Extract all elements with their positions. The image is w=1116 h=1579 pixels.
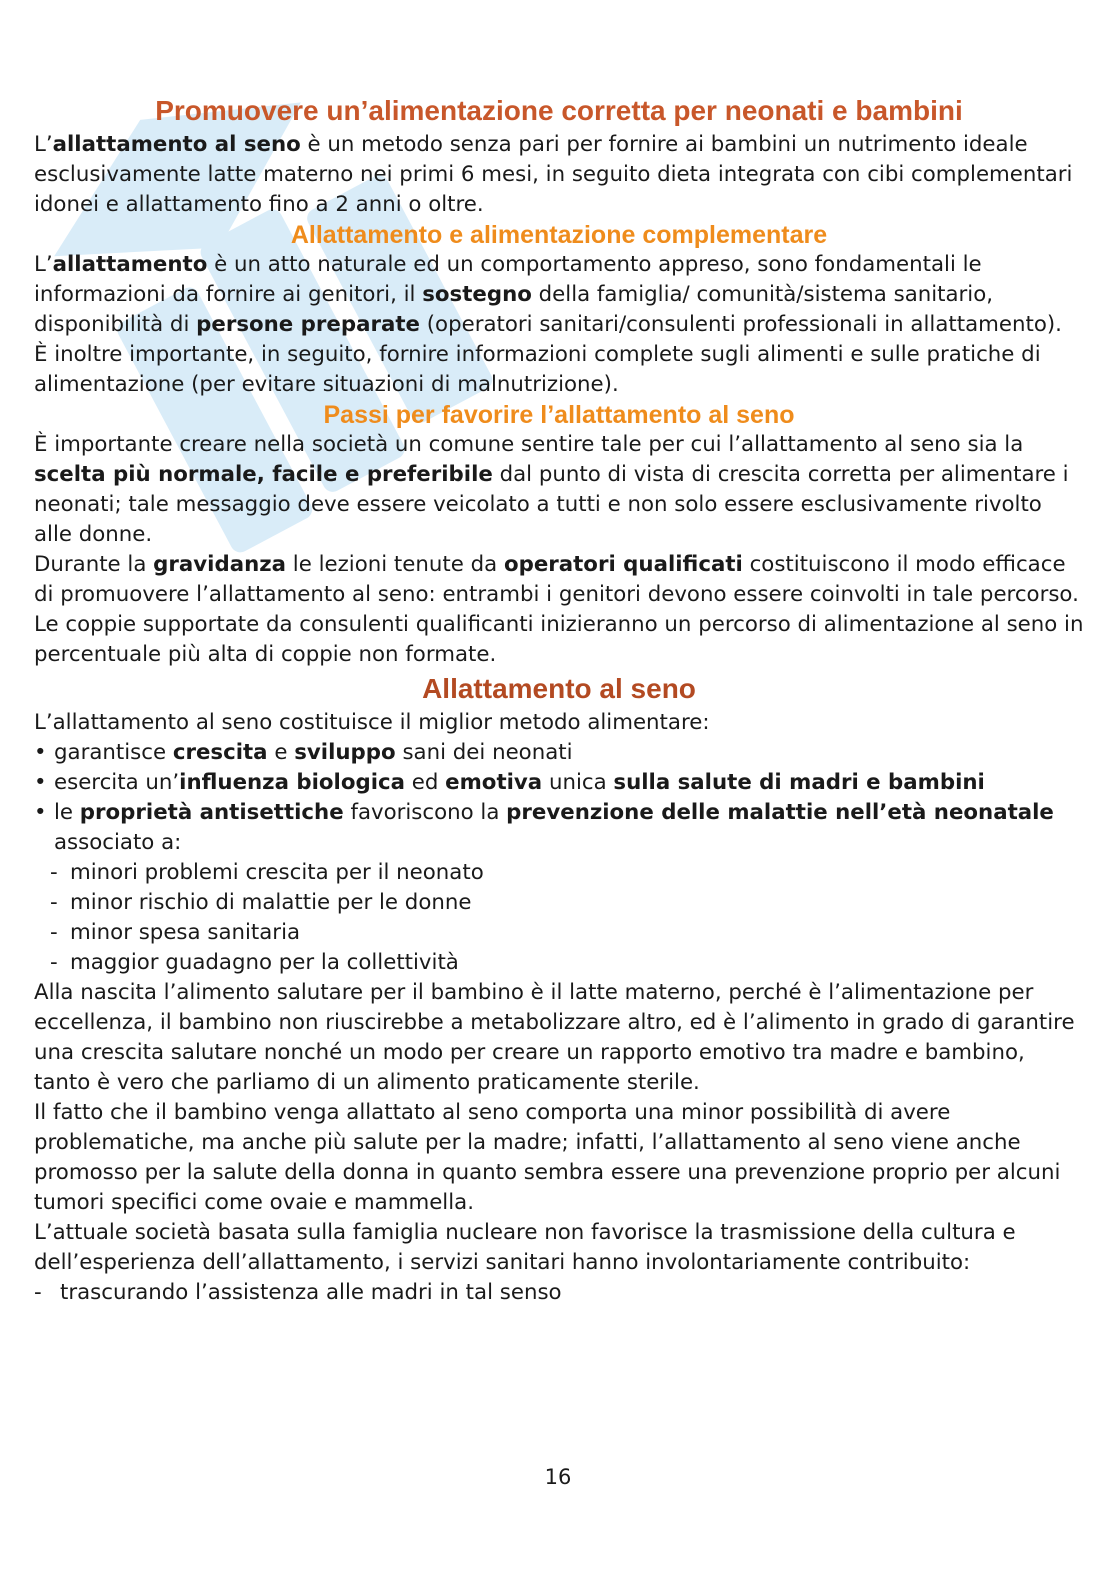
paragraph: Il fatto che il bambino venga allattato al seno comporta una minor possibilità di avere problematiche, ma anche più salute per la madre; infatti, l’allattamento al seno viene anche promosso per la salute della donna in quanto sembra essere una prevenzione proprio per alcuni tumori specifici come ovaie e mammella. [34, 1100, 1061, 1215]
sub-list-item: - maggior guadagno per la collettività [50, 950, 459, 975]
paragraph: Alla nascita l’alimento salutare per il bambino è il latte materno, perché è l’alimentazione per eccellenza, il bambino non riuscirebbe a metabolizzare altro, ed è l’alimento in grado di garantire una crescita salutare nonché un modo per creare un rapporto emotivo tra madre e bambino, tanto è vero che parliamo di un alimento praticamente sterile. [34, 980, 1075, 1095]
list-item: • le proprietà antisettiche favoriscono la prevenzione delle malattie nell’età neonatale associato a: [34, 798, 1084, 858]
bullet: • [34, 740, 47, 765]
sub-list-item: - minor rischio di malattie per le donne [50, 890, 472, 915]
paragraph: L’attuale società basata sulla famiglia nucleare non favorisce la trasmissione della cultura e dell’esperienza dell’allattamento, i servizi sanitari hanno involontariamente contribuito: [34, 1220, 1016, 1275]
section-heading: Allattamento e alimentazione complementare [290, 221, 828, 249]
dash-list-item: - trascurando l’assistenza alle madri in tal senso [34, 1280, 562, 1305]
paragraph: L’allattamento è un atto naturale ed un comportamento appreso, sono fondamentali le informazioni da fornire ai genitori, il sostegno della famiglia/ comunità/sistema sanitario, disponibilità di persone preparate (operatori sanitari/consulenti professionali in allattamento). [34, 252, 1062, 337]
page-number: 16 [544, 1465, 572, 1489]
bullet: • [34, 800, 47, 825]
paragraph: L’allattamento al seno è un metodo senza pari per fornire ai bambini un nutrimento ideale esclusivamente latte materno nei primi 6 mesi, in seguito dieta integrata con cibi complementari idonei e allattamento fino a 2 anni o oltre. [34, 132, 1073, 217]
section-heading: Allattamento al seno [422, 673, 696, 704]
list-item: • esercita un’influenza biologica ed emotiva unica sulla salute di madri e bambini [34, 768, 1084, 798]
document-page [34, 92, 1084, 1308]
sub-list-item: - minori problemi crescita per il neonato [50, 860, 484, 885]
paragraph: È importante creare nella società un comune sentire tale per cui l’allattamento al seno sia la scelta più normale, facile e preferibile dal punto di vista di crescita corretta per alimentare i neonati; tale messaggio deve essere veicolato a tutti e non solo essere esclusivamente rivolto alle donne. [34, 432, 1069, 547]
paragraph: Durante la gravidanza le lezioni tenute da operatori qualificati costituiscono il modo efficace di promuovere l’allattamento al seno: entrambi i genitori devono essere coinvolti in tale percorso. [34, 552, 1079, 607]
bullet: • [34, 770, 47, 795]
paragraph: L’allattamento al seno costituisce il miglior metodo alimentare: [34, 710, 710, 735]
list-item: • garantisce crescita e sviluppo sani dei neonati [34, 738, 1084, 768]
main-heading: Promuovere un’alimentazione corretta per neonati e bambini [155, 95, 963, 126]
paragraph: Le coppie supportate da consulenti qualificanti inizieranno un percorso di alimentazione al seno in percentuale più alta di coppie non formate. [34, 612, 1084, 667]
paragraph: È inoltre importante, in seguito, fornire informazioni complete sugli alimenti e sulle pratiche di alimentazione (per evitare situazioni di malnutrizione). [34, 342, 1041, 397]
section-heading: Passi per favorire l’allattamento al seno [323, 401, 795, 429]
sub-list-item: - minor spesa sanitaria [50, 920, 301, 945]
